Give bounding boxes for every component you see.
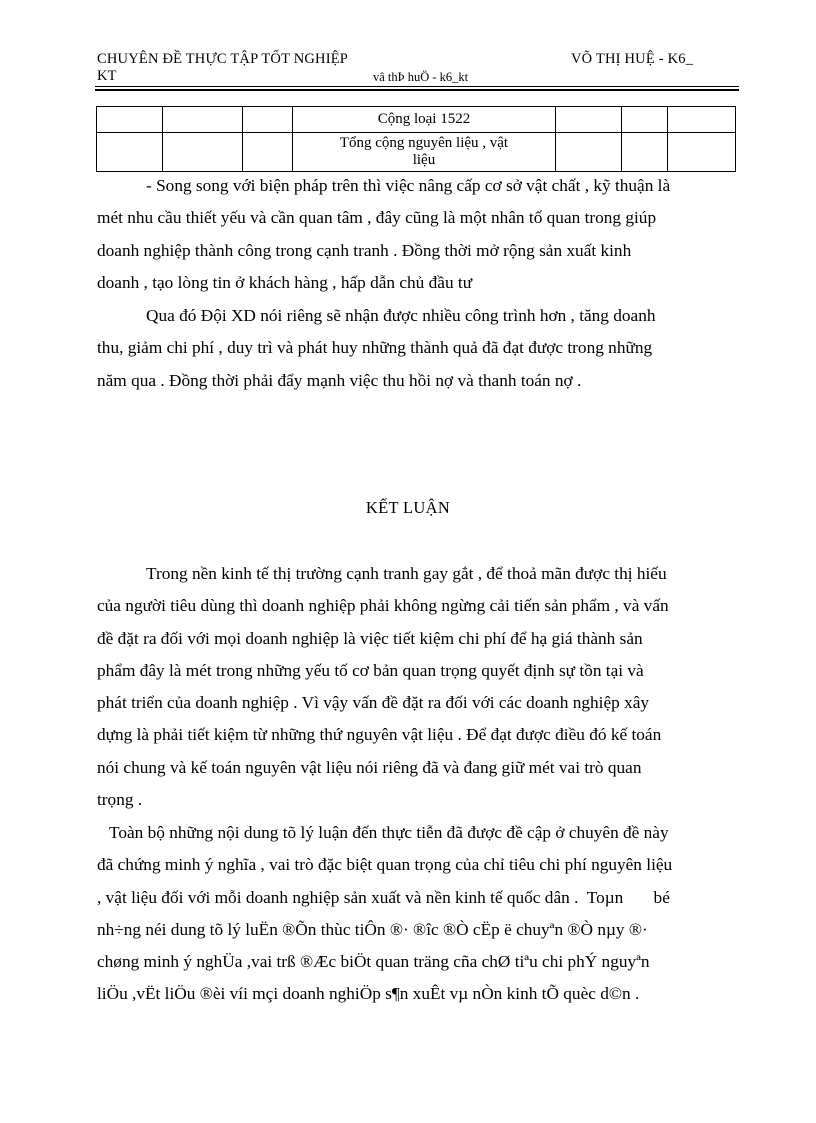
text-line-encoded: nh÷ng néi dung tõ lý luËn ®Õn thùc tiÔn ®· ®îc ®Ò cËp ë chuyªn ®Ò nµy ®· bbox=[97, 919, 648, 939]
table-cell bbox=[668, 133, 736, 172]
text-line-encoded: liÖu ,vËt liÖu ®èi víi mçi doanh nghiÖp s¶n xuÊt vµ nÒn kinh tÕ quèc d©n . bbox=[97, 984, 640, 1004]
table-cell bbox=[162, 107, 242, 133]
header-rule-thick bbox=[95, 89, 739, 91]
table-cell bbox=[97, 107, 163, 133]
paragraph-summary bbox=[97, 817, 739, 1011]
table-cell bbox=[622, 133, 668, 172]
table-cell bbox=[668, 107, 736, 133]
header-author: VÕ THỊ HUỆ - K6_ bbox=[571, 51, 694, 67]
table-cell-label-line: Tổng cộng nguyên liệu , vật bbox=[339, 135, 509, 151]
table-cell bbox=[556, 107, 622, 133]
text-line: Qua đó Đội XD nói riêng sẽ nhận được nhiều công trình hơn , tăng doanh bbox=[146, 306, 656, 325]
text-line: năm qua . Đồng thời phải đẩy mạnh việc thu hồi nợ và thanh toán nợ . bbox=[97, 370, 582, 390]
text-line: phát triển của doanh nghiệp . Vì vậy vấn đề đặt ra đối với các doanh nghiệp xây bbox=[97, 693, 650, 713]
table-cell bbox=[622, 107, 668, 133]
table-cell bbox=[242, 107, 292, 133]
text-line: doanh , tạo lòng tin ở khách hàng , hấp dẫn chủ đầu tư bbox=[97, 272, 473, 292]
table-cell bbox=[242, 133, 292, 172]
header-title-continued: KT bbox=[97, 68, 117, 84]
paragraph-conclusion bbox=[97, 558, 739, 816]
text-line: Toàn bộ những nội dung tõ lý luận đến thực tiễn đã được đề cập ở chuyên đề này bbox=[109, 823, 669, 842]
table-cell bbox=[556, 133, 622, 172]
table-row bbox=[97, 107, 736, 133]
paragraph-benefits bbox=[97, 300, 739, 397]
table-cell-label: Cộng loại 1522 bbox=[292, 107, 556, 133]
table-cell-label-line: liệu bbox=[412, 152, 436, 168]
table-cell-label bbox=[292, 133, 556, 172]
text-line: thu, giảm chi phí , duy trì và phát huy những thành quả đã đạt được trong những bbox=[97, 338, 653, 358]
text-line: nói chung và kế toán nguyên vật liệu nói riêng đã và đang giữ mét vai trò quan bbox=[97, 757, 642, 777]
text-line: đề đặt ra đối với mọi doanh nghiệp là việc tiết kiệm chi phí để hạ giá thành sản bbox=[97, 628, 643, 648]
header-rule-thin bbox=[95, 86, 739, 87]
text-line: phẩm đây là mét trong những yếu tố cơ bản quan trọng quyết định sự tồn tại và bbox=[97, 660, 644, 680]
conclusion-heading: KẾT LUẬN bbox=[365, 498, 451, 517]
paragraph-upgrade bbox=[97, 170, 739, 299]
materials-table bbox=[96, 106, 736, 172]
text-line: , vật liệu đối với mỗi doanh nghiệp sản xuất và nền kinh tế quốc dân . Toµn bé bbox=[97, 887, 670, 907]
text-line: mét nhu cầu thiết yếu và cần quan tâm , đây cũng là một nhân tố quan trong giúp bbox=[97, 208, 657, 228]
header-title: CHUYÊN ĐỀ THỰC TẬP TỐT NGHIỆP bbox=[97, 51, 349, 67]
text-line: Trong nền kinh tế thị trường cạnh tranh gay gắt , để thoả mãn được thị hiếu bbox=[146, 564, 667, 583]
table-row bbox=[97, 133, 736, 172]
text-line: doanh nghiệp thành công trong cạnh tranh . Đồng thời mở rộng sản xuất kinh bbox=[97, 240, 632, 260]
table-cell bbox=[162, 133, 242, 172]
table-cell bbox=[97, 133, 163, 172]
text-line: đã chứng minh ý nghĩa , vai trò đặc biệt quan trọng của chỉ tiêu chi phí nguyên liệu bbox=[97, 855, 673, 875]
text-line: của người tiêu dùng thì doanh nghiệp phải không ngừng cải tiến sản phẩm , và vấn bbox=[97, 596, 669, 616]
text-line: trọng . bbox=[97, 790, 143, 810]
text-line-encoded: chøng minh ý nghÜa ,vai trß ®Æc biÖt quan träng cña chØ tiªu chi phÝ nguyªn bbox=[97, 952, 650, 972]
header-author-encoded: vâ thÞ huÖ - k6_kt bbox=[373, 70, 469, 84]
text-line: dựng là phải tiết kiệm từ những thứ nguyên vật liệu . Để đạt được điều đó kế toán bbox=[97, 725, 662, 745]
text-line: - Song song với biện pháp trên thì việc nâng cấp cơ sở vật chất , kỹ thuận là bbox=[146, 176, 671, 195]
